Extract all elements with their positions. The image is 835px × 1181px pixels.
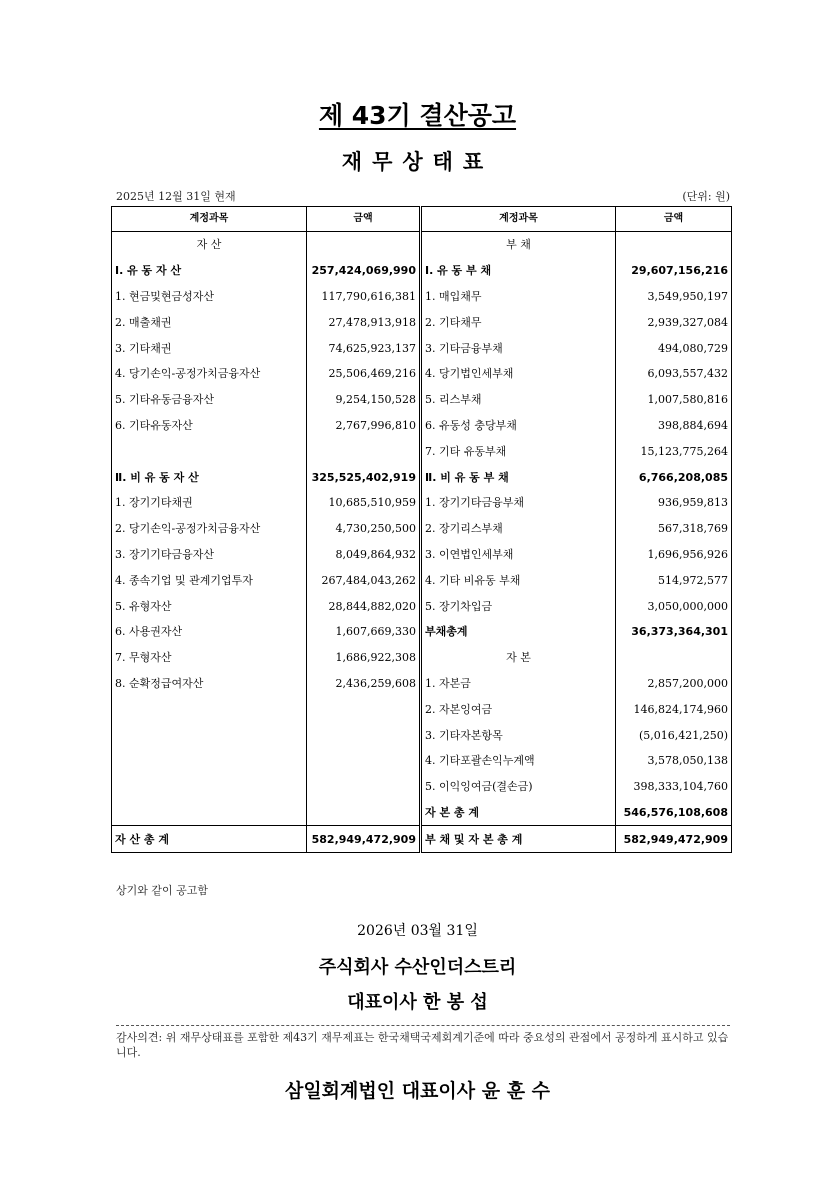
table-row (112, 645, 732, 671)
asset-amount: 2,767,996,810 (307, 413, 421, 439)
table-row (112, 748, 732, 774)
liability-equity-amount: 398,333,104,760 (633, 780, 728, 794)
ceo-name: 대표이사 한 봉 섭 (347, 992, 488, 1013)
company-name: 주식회사 수산인더스트리 (318, 957, 517, 978)
liability-equity-amount: 146,824,174,960 (633, 702, 728, 716)
asset-account: Ⅱ. 비 유 동 자 산 (112, 464, 307, 490)
asset-amount: 1,607,669,330 (307, 619, 421, 645)
liability-equity-account: 4. 기타포괄손익누계액 (421, 748, 616, 774)
asset-account: 4. 당기손익-공정가치금융자산 (112, 361, 307, 387)
divider (116, 1025, 730, 1026)
liability-equity-amount: 494,080,729 (658, 341, 728, 355)
liability-equity-account: 6. 유동성 충당부채 (421, 413, 616, 439)
asset-account: 자 산 (112, 232, 307, 258)
liability-equity-amount: 514,972,577 (658, 573, 728, 587)
liability-equity-account: 5. 이익잉여금(결손금) (421, 774, 616, 800)
asset-account: 5. 기타유동금융자산 (112, 387, 307, 413)
table-row (112, 284, 732, 310)
asset-account: 2. 매출채권 (112, 309, 307, 335)
asset-amount (307, 232, 421, 258)
liability-equity-account: 3. 이연법인세부채 (421, 542, 616, 568)
asset-account: 3. 기타채권 (112, 335, 307, 361)
liability-equity-account: 2. 자본잉여금 (421, 696, 616, 722)
table-row (112, 567, 732, 593)
liability-equity-amount: 3,549,950,197 (647, 289, 728, 303)
balance-sheet-table (111, 206, 732, 853)
total-liabilities-equity-amount: 582,949,472,909 (616, 826, 732, 853)
table-row (112, 361, 732, 387)
table-header-row (112, 207, 732, 232)
liability-equity-amount: 1,696,956,926 (647, 547, 728, 561)
asset-amount: 117,790,616,381 (307, 284, 421, 310)
liability-equity-amount: 2,857,200,000 (647, 676, 728, 690)
table-row (112, 309, 732, 335)
liability-equity-account: 부채총계 (421, 619, 616, 645)
liability-equity-amount (616, 645, 732, 671)
liability-equity-amount: 398,884,694 (658, 418, 728, 432)
asset-amount: 8,049,864,932 (307, 542, 421, 568)
asset-account: Ⅰ. 유 동 자 산 (112, 258, 307, 284)
liability-equity-amount: 1,007,580,816 (647, 393, 728, 407)
header-amount-left: 금액 (307, 207, 421, 232)
table-row (112, 413, 732, 439)
asset-amount (307, 722, 421, 748)
asset-amount (307, 696, 421, 722)
asset-amount: 28,844,882,020 (307, 593, 421, 619)
liability-equity-account: 5. 장기차입금 (421, 593, 616, 619)
header-amount-right: 금액 (616, 207, 732, 232)
liability-equity-account: Ⅱ. 비 유 동 부 채 (421, 464, 616, 490)
table-row (112, 232, 732, 258)
table-row (112, 671, 732, 697)
liability-equity-account: 4. 기타 비유동 부채 (421, 567, 616, 593)
liability-equity-amount: 3,578,050,138 (647, 754, 728, 768)
liability-equity-amount: 567,318,769 (658, 522, 728, 536)
liability-equity-account: 3. 기타금융부채 (421, 335, 616, 361)
liability-equity-account: 7. 기타 유동부채 (421, 438, 616, 464)
table-row (112, 387, 732, 413)
table-row (112, 774, 732, 800)
date-line: 2025년 12월 31일 현재 (116, 190, 236, 203)
asset-account (112, 438, 307, 464)
asset-account (112, 774, 307, 800)
asset-amount (307, 800, 421, 826)
asset-account: 2. 당기손익-공정가치금융자산 (112, 516, 307, 542)
liability-equity-account: Ⅰ. 유 동 부 채 (421, 258, 616, 284)
liability-equity-account: 2. 기타채무 (421, 309, 616, 335)
liability-equity-amount: 36,373,364,301 (631, 625, 728, 639)
liability-equity-amount: 2,939,327,084 (647, 315, 728, 329)
asset-account: 7. 무형자산 (112, 645, 307, 671)
asset-account: 1. 장기기타채권 (112, 490, 307, 516)
total-row (112, 826, 732, 853)
header-account-left: 계정과목 (112, 207, 307, 232)
liability-equity-amount (616, 232, 732, 258)
liability-equity-amount: 6,766,208,085 (638, 470, 728, 484)
asset-account (112, 800, 307, 826)
liability-equity-account: 부 채 (421, 232, 616, 258)
liability-equity-amount: 3,050,000,000 (647, 599, 728, 613)
asset-account: 8. 순확정급여자산 (112, 671, 307, 697)
asset-amount: 9,254,150,528 (307, 387, 421, 413)
table-row (112, 438, 732, 464)
table-row (112, 464, 732, 490)
asset-amount: 2,436,259,608 (307, 671, 421, 697)
total-assets-amount: 582,949,472,909 (307, 826, 421, 853)
liability-equity-amount: 15,123,775,264 (640, 444, 728, 458)
liability-equity-amount: 6,093,557,432 (647, 367, 728, 381)
liability-equity-account: 3. 기타자본항목 (421, 722, 616, 748)
asset-amount: 74,625,923,137 (307, 335, 421, 361)
liability-equity-account: 자 본 총 계 (421, 800, 616, 826)
table-row (112, 619, 732, 645)
announcement-note: 상기와 같이 공고함 (116, 884, 209, 897)
liability-equity-amount: 546,576,108,608 (623, 805, 728, 819)
asset-amount: 267,484,043,262 (307, 567, 421, 593)
table-row (112, 722, 732, 748)
page-title: 제 43기 결산공고 (318, 101, 517, 130)
asset-amount (307, 748, 421, 774)
asset-amount: 257,424,069,990 (307, 258, 421, 284)
asset-account: 6. 기타유동자산 (112, 413, 307, 439)
total-assets-label: 자 산 총 계 (112, 826, 307, 853)
liability-equity-account: 4. 당기법인세부채 (421, 361, 616, 387)
asset-amount: 325,525,402,919 (307, 464, 421, 490)
asset-amount: 10,685,510,959 (307, 490, 421, 516)
statement-subtitle: 재무상태표 (341, 150, 494, 174)
asset-account: 1. 현금및현금성자산 (112, 284, 307, 310)
liability-equity-account: 2. 장기리스부채 (421, 516, 616, 542)
liability-equity-account: 5. 리스부채 (421, 387, 616, 413)
asset-amount: 4,730,250,500 (307, 516, 421, 542)
asset-amount: 27,478,913,918 (307, 309, 421, 335)
table-row (112, 696, 732, 722)
announcement-date: 2026년 03월 31일 (357, 923, 478, 939)
table-row (112, 516, 732, 542)
audit-opinion: 감사의견: 위 재무상태표를 포함한 제43기 재무제표는 한국채택국제회계기준에 따라 중요성의 관점에서 공정하게 표시하고 있습니다. (116, 1031, 729, 1059)
liability-equity-amount: 936,959,813 (658, 496, 728, 510)
table-row (112, 490, 732, 516)
asset-amount (307, 774, 421, 800)
asset-account (112, 696, 307, 722)
asset-account: 4. 종속기업 및 관계기업투자 (112, 567, 307, 593)
auditor-name: 삼일회계법인 대표이사 윤 훈 수 (284, 1080, 551, 1102)
liability-equity-amount: (5,016,421,250) (638, 728, 728, 742)
liability-equity-account: 1. 매입채무 (421, 284, 616, 310)
liability-equity-account: 자 본 (421, 645, 616, 671)
liability-equity-amount: 29,607,156,216 (631, 264, 728, 278)
asset-account: 3. 장기기타금융자산 (112, 542, 307, 568)
header-account-right: 계정과목 (421, 207, 616, 232)
asset-account (112, 748, 307, 774)
asset-amount: 25,506,469,216 (307, 361, 421, 387)
liability-equity-account: 1. 장기기타금융부채 (421, 490, 616, 516)
table-row (112, 542, 732, 568)
liability-equity-account: 1. 자본금 (421, 671, 616, 697)
asset-account (112, 722, 307, 748)
asset-account: 6. 사용권자산 (112, 619, 307, 645)
asset-amount: 1,686,922,308 (307, 645, 421, 671)
table-row (112, 800, 732, 826)
table-row (112, 593, 732, 619)
asset-amount (307, 438, 421, 464)
asset-account: 5. 유형자산 (112, 593, 307, 619)
total-liabilities-equity-label: 부 채 및 자 본 총 계 (421, 826, 616, 853)
table-row (112, 335, 732, 361)
table-row (112, 258, 732, 284)
unit-label: (단위: 원) (682, 190, 730, 203)
